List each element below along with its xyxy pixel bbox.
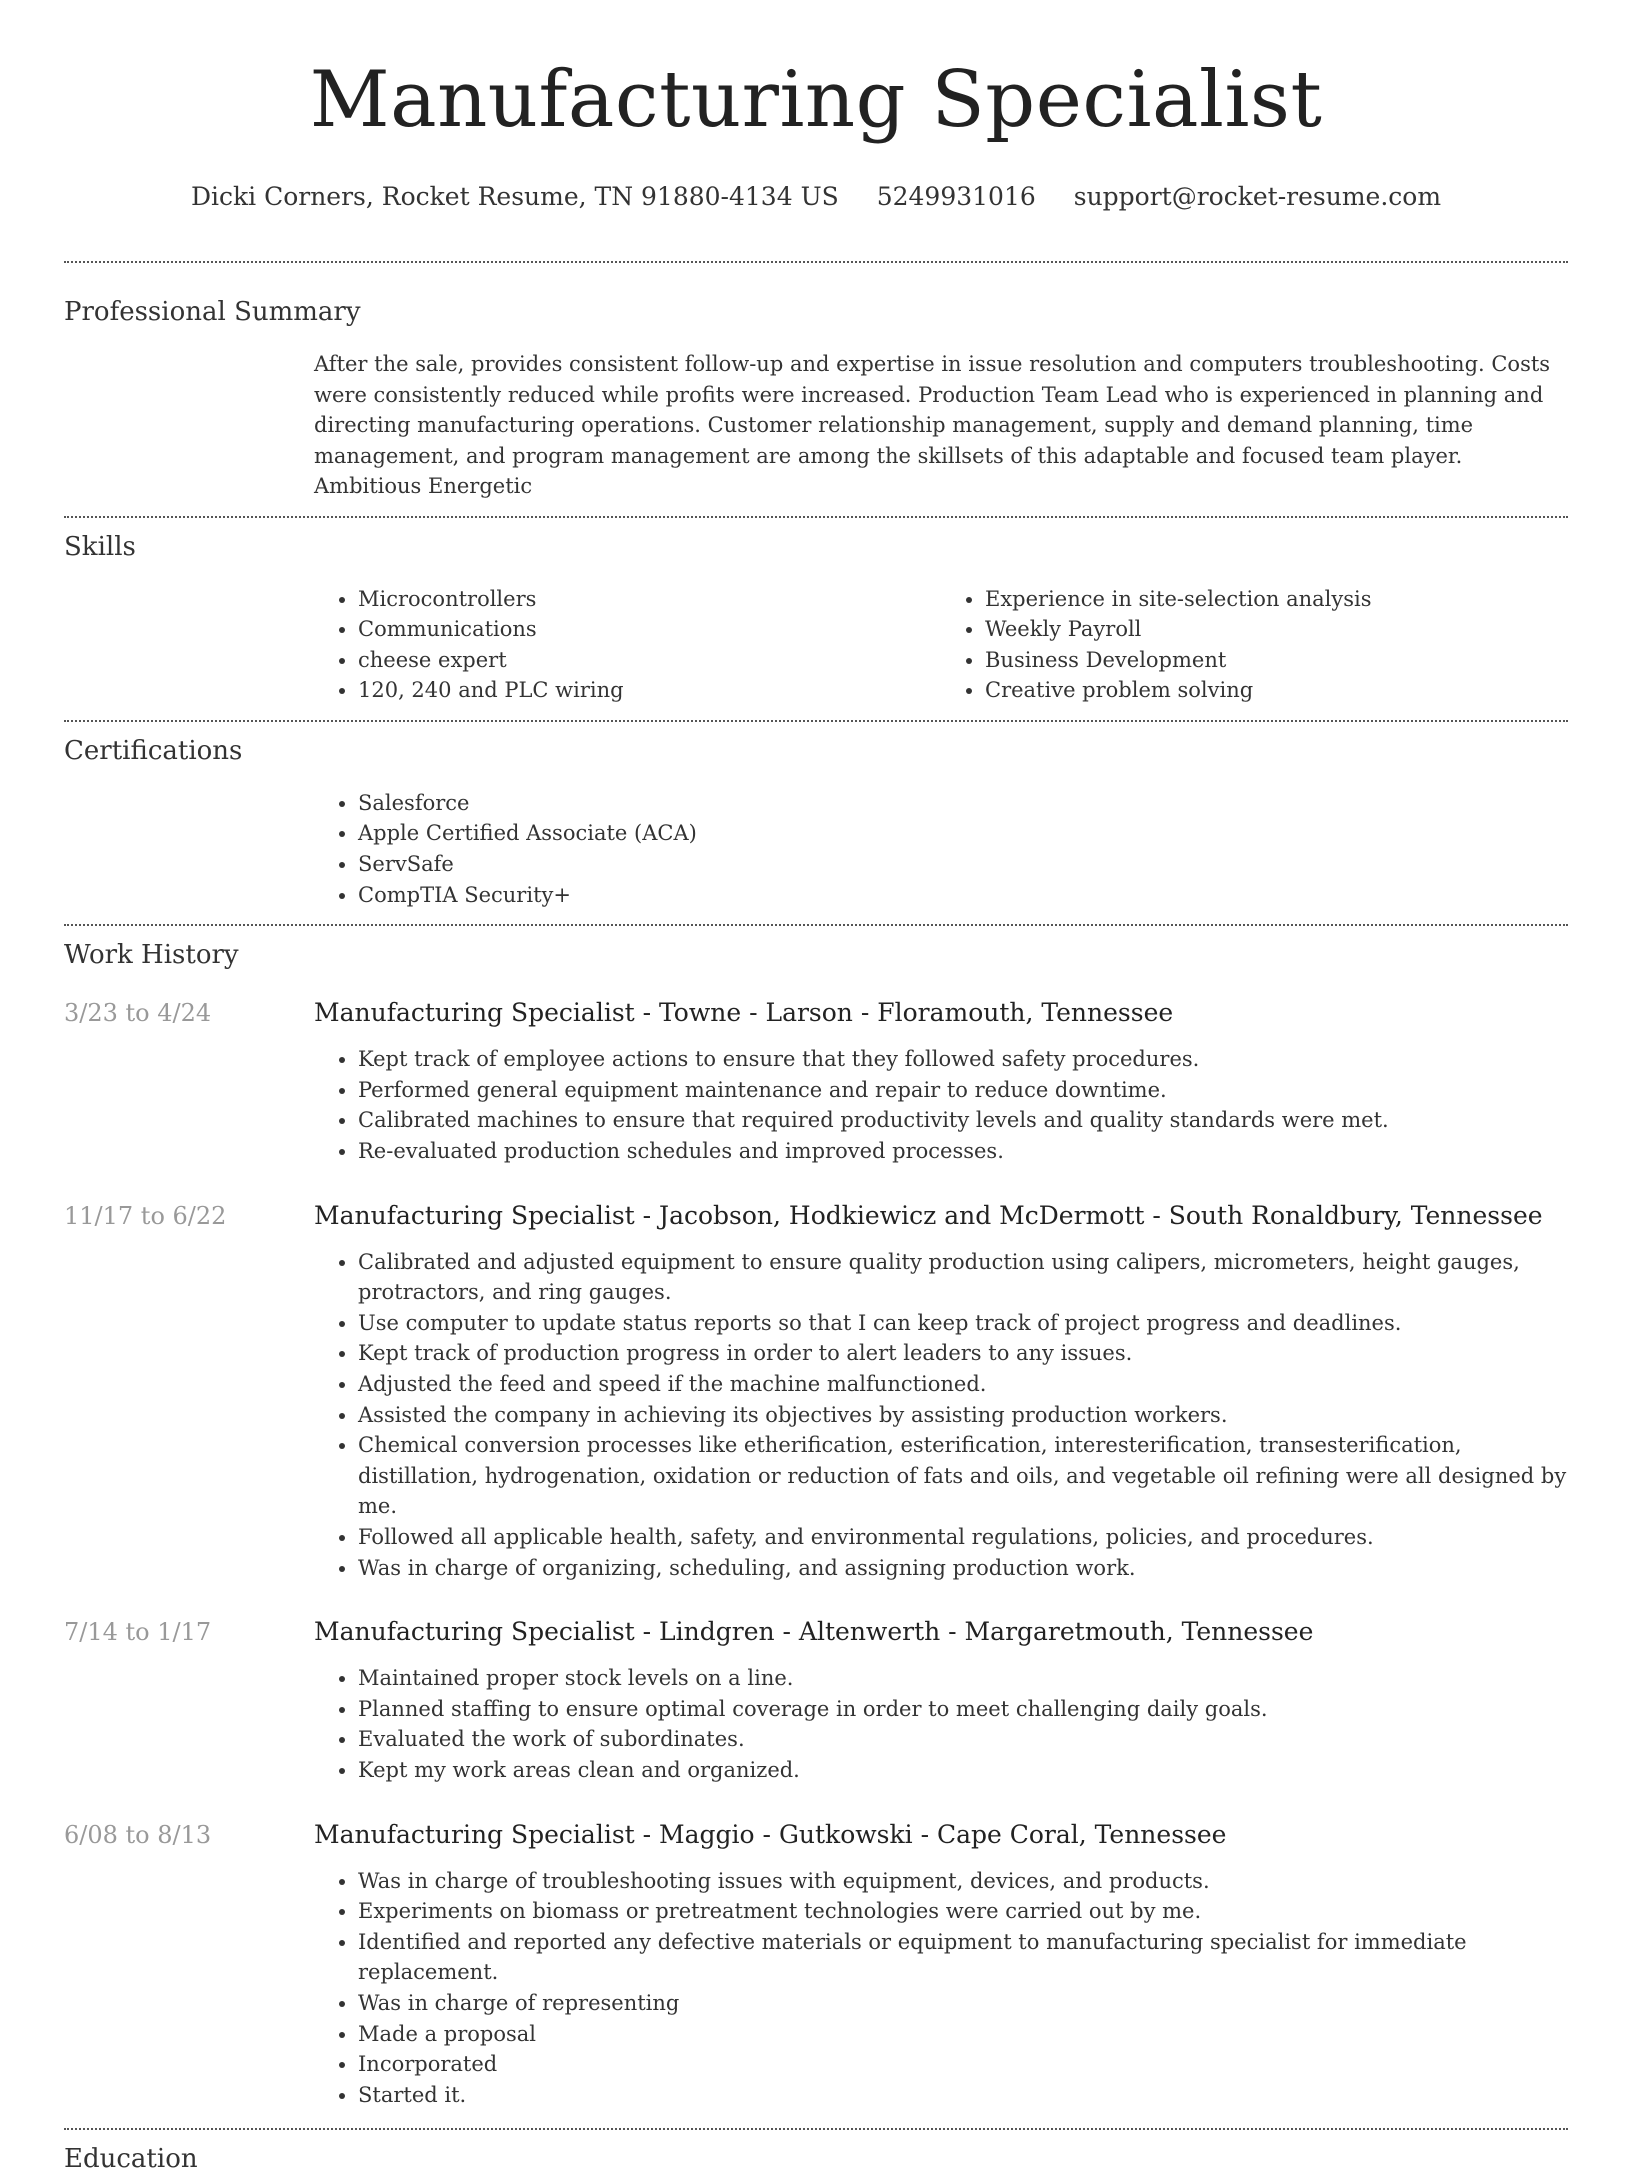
certifications-list — [314, 788, 1568, 910]
summary-body — [314, 349, 1568, 502]
skill-item: • Communications — [358, 614, 941, 645]
work-history-section — [64, 938, 1568, 2110]
work-history-heading: Work History — [64, 940, 239, 971]
skill-item: • Business Development — [985, 645, 1568, 676]
job-duty: • Performed general equipment maintenance and repair to reduce downtime. — [358, 1075, 1568, 1106]
certification-item: • Salesforce — [358, 788, 1568, 819]
job-duty: • Evaluated the work of subordinates. — [358, 1724, 1568, 1755]
section-divider — [64, 924, 1568, 926]
job-duties — [314, 1044, 1568, 1166]
skill-item: • Creative problem solving — [985, 675, 1568, 706]
job-entry — [64, 1615, 1568, 1785]
skills-heading: Skills — [64, 531, 136, 562]
job-duties — [314, 1247, 1568, 1584]
job-duty: • Adjusted the feed and speed if the machine malfunctioned. — [358, 1369, 1568, 1400]
job-entry — [64, 1818, 1568, 2111]
job-duty: • Made a proposal — [358, 2019, 1568, 2050]
job-date: 7/14 to 1/17 — [64, 1618, 212, 1647]
job-date: 6/08 to 8/13 — [64, 1820, 212, 1849]
certification-item: • ServSafe — [358, 849, 1568, 880]
section-divider — [64, 2128, 1568, 2130]
header-divider — [64, 261, 1568, 263]
job-date: 11/17 to 6/22 — [64, 1201, 227, 1230]
skills-column-right — [941, 584, 1568, 706]
skill-item: • cheese expert — [358, 645, 941, 676]
job-duty: • Planned staffing to ensure optimal coverage in order to meet challenging daily goals. — [358, 1694, 1568, 1725]
skill-item: • Microcontrollers — [358, 584, 941, 615]
summary-section — [64, 295, 1568, 502]
certifications-heading: Certifications — [64, 735, 243, 766]
skills-column-left — [314, 584, 941, 706]
skills-list — [314, 584, 1568, 706]
job-duty: • Identified and reported any defective materials or equipment to manufacturing specialist for immediate replacement. — [358, 1927, 1568, 1988]
job-title: Manufacturing Specialist - Maggio - Gutkowski - Cape Coral, Tennessee — [314, 1819, 1227, 1849]
job-entry — [64, 996, 1568, 1166]
job-duty: • Followed all applicable health, safety, and environmental regulations, policies, and procedures. — [358, 1522, 1568, 1553]
job-duty: • Was in charge of representing — [358, 1988, 1568, 2019]
job-duty: • Kept track of production progress in order to alert leaders to any issues. — [358, 1338, 1568, 1369]
section-divider — [64, 720, 1568, 722]
job-duty: • Was in charge of organizing, scheduling, and assigning production work. — [358, 1553, 1568, 1584]
job-duty: • Kept my work areas clean and organized. — [358, 1755, 1568, 1786]
job-title: Manufacturing Specialist - Towne - Larson - Floramouth, Tennessee — [314, 998, 1174, 1028]
skill-item: • Weekly Payroll — [985, 614, 1568, 645]
section-divider — [64, 516, 1568, 518]
contact-phone: 5249931016 — [876, 182, 1036, 211]
job-duty: • Maintained proper stock levels on a line. — [358, 1663, 1568, 1694]
job-duty: • Started it. — [358, 2080, 1568, 2111]
job-duty: • Calibrated and adjusted equipment to ensure quality production using calipers, micrometers, height gauges, protractors, and ring gauges. — [358, 1247, 1568, 1308]
job-duty: • Incorporated — [358, 2049, 1568, 2080]
job-duty: • Experiments on biomass or pretreatment technologies were carried out by me. — [358, 1896, 1568, 1927]
job-duty: • Use computer to update status reports so that I can keep track of project progress and deadlines. — [358, 1308, 1568, 1339]
job-date: 3/23 to 4/24 — [64, 999, 212, 1028]
job-duty: • Calibrated machines to ensure that required productivity levels and quality standards were met. — [358, 1105, 1568, 1136]
contact-info — [64, 180, 1568, 214]
skills-section — [64, 530, 1568, 706]
skill-item: • Experience in site-selection analysis — [985, 584, 1568, 615]
skill-item: • 120, 240 and PLC wiring — [358, 675, 941, 706]
job-title: Manufacturing Specialist - Lindgren - Altenwerth - Margaretmouth, Tennessee — [314, 1617, 1314, 1647]
summary-text: After the sale, provides consistent follow-up and expertise in issue resolution and computers troubleshooting. Costs were consistently reduced while profits were increased. Production Team Lead who is experienced in planning and directing manufacturing operations. Customer relationship management, supply and demand planning, time management, and program management are among the skillsets of this adaptable and focused team player. Ambitious Energetic — [314, 352, 1551, 498]
job-duty: • Assisted the company in achieving its objectives by assisting production workers. — [358, 1400, 1568, 1431]
resume-title: Manufacturing Specialist — [309, 55, 1323, 145]
certification-item: • Apple Certified Associate (ACA) — [358, 818, 1568, 849]
resume-page — [64, 0, 1568, 2176]
certification-item: • CompTIA Security+ — [358, 880, 1568, 911]
job-duty: • Re-evaluated production schedules and improved processes. — [358, 1136, 1568, 1167]
certifications-section — [64, 734, 1568, 910]
contact-address: Dicki Corners, Rocket Resume, TN 91880-4134 US — [190, 182, 839, 211]
job-duties — [314, 1663, 1568, 1785]
job-duty: • Chemical conversion processes like etherification, esterification, interesterification, transesterification, distillation, hydrogenation, oxidation or reduction of fats and oils, and vegetable oil refining were all designed by me. — [358, 1430, 1568, 1522]
job-duty: • Was in charge of troubleshooting issues with equipment, devices, and products. — [358, 1866, 1568, 1897]
job-duty: • Kept track of employee actions to ensure that they followed safety procedures. — [358, 1044, 1568, 1075]
education-heading: Education — [64, 2144, 198, 2175]
education-section — [64, 2142, 1568, 2176]
summary-heading: Professional Summary — [64, 297, 361, 327]
job-duties — [314, 1866, 1568, 2111]
job-title: Manufacturing Specialist - Jacobson, Hodkiewicz and McDermott - South Ronaldbury, Tennessee — [314, 1200, 1543, 1230]
contact-email: support@rocket-resume.com — [1073, 182, 1442, 211]
job-entry — [64, 1199, 1568, 1584]
